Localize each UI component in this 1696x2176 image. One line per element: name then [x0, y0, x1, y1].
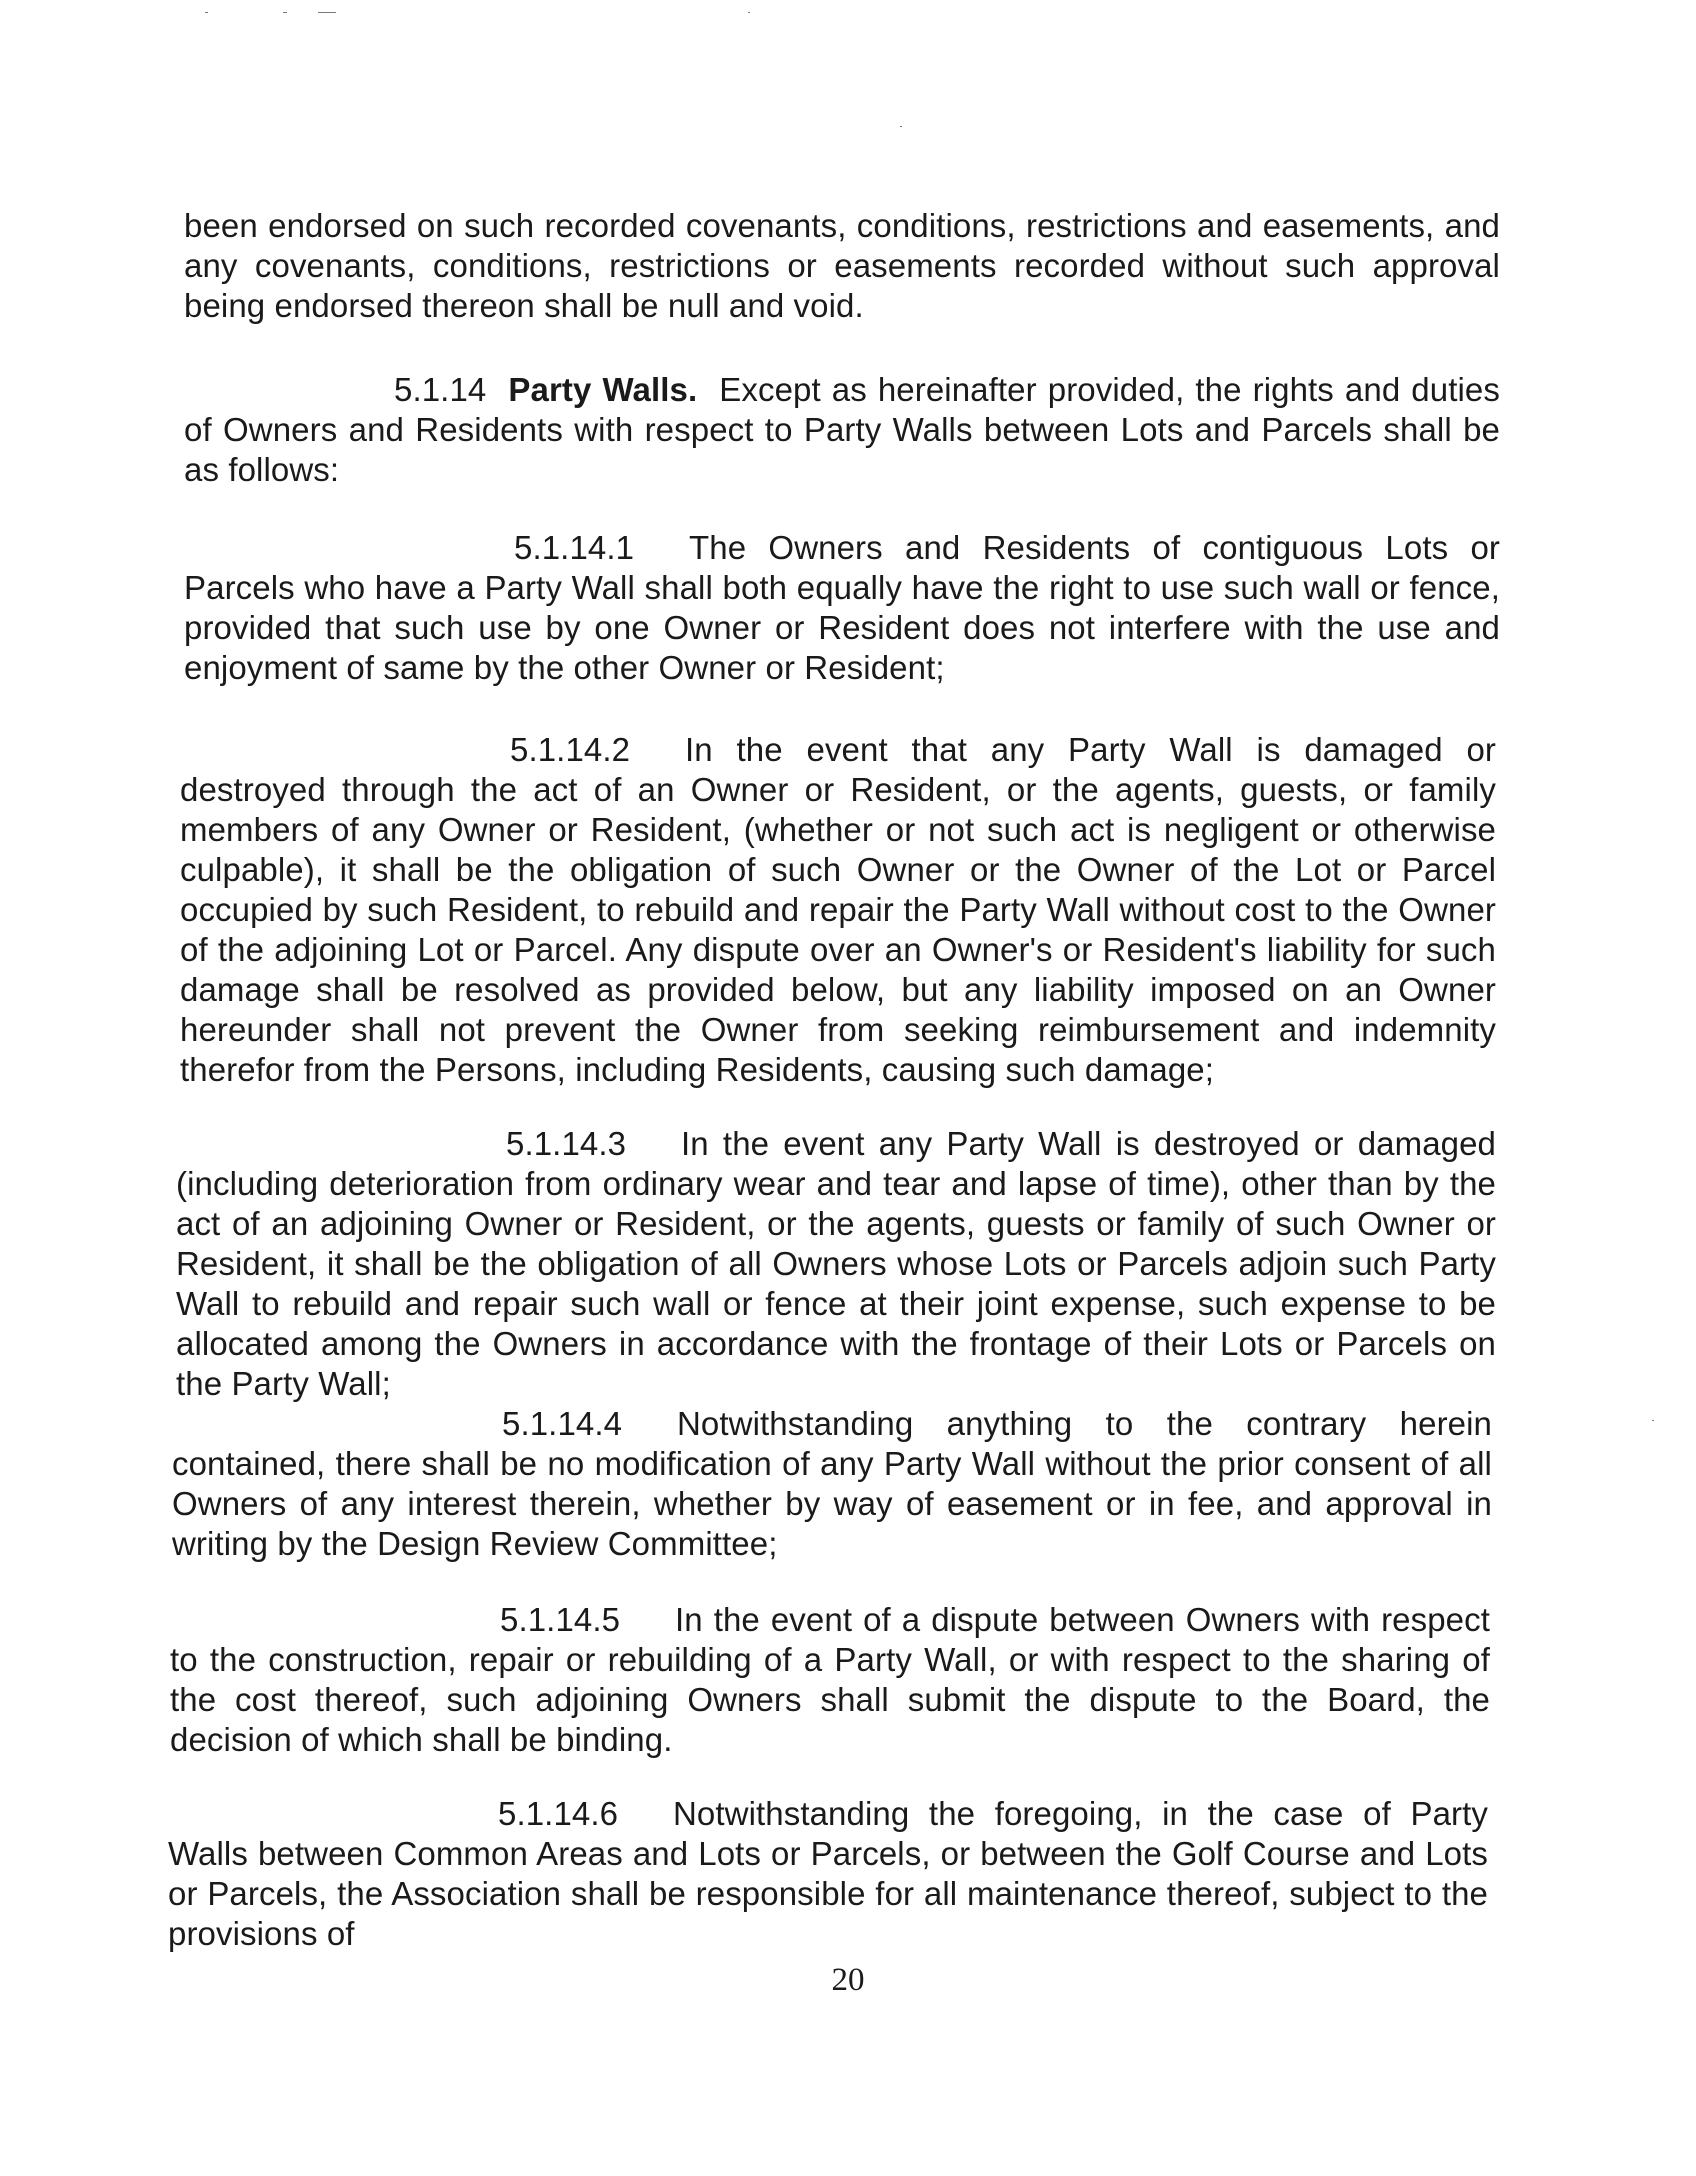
subsection-number: 5.1.14.6: [498, 1795, 619, 1832]
subsection-text: In the event any Party Wall is destroyed or damaged (including deterioration from ordinary wear and tear and lapse of time), other than by the act of an adjoining Owner or Resident, or the agents, guests or family of such Owner or Resident, it shall be the obligation of all Owners whose Lots or Parcels adjoin such Party Wall to rebuild and repair such wall or fence at their joint expense, such expense to be allocated among the Owners in accordance with the frontage of their Lots or Parcels on the Party Wall;: [176, 1125, 1496, 1402]
subsection-number: 5.1.14.3: [506, 1125, 627, 1162]
subsection-text: Notwithstanding anything to the contrary herein contained, there shall be no modification of any Party Wall without the prior consent of all Owners of any interest therein, whether by way of easement or in fee, and approval in writing by the Design Review Committee;: [172, 1405, 1492, 1562]
subsection-text: Notwithstanding the foregoing, in the case of Party Walls between Common Areas and Lots or Parcels, or between the Golf Course and Lots or Parcels, the Association shall be responsible for all maintenance thereof, subject to the provisions of: [168, 1795, 1488, 1952]
subsection-5-1-14-5: [170, 1600, 1490, 1760]
subsection-text: In the event of a dispute between Owners with respect to the construction, repair or rebuilding of a Party Wall, or with respect to the sharing of the cost thereof, such adjoining Owners shall submit the dispute to the Board, the decision of which shall be binding.: [170, 1601, 1490, 1758]
section-number: 5.1.14: [394, 371, 487, 408]
subsection-5-1-14-1: [184, 528, 1500, 688]
subsection-5-1-14-6: [168, 1794, 1488, 1954]
scan-mark: [205, 12, 208, 13]
section-text: Except as hereinafter provided, the rights and duties of Owners and Residents with respect to Party Walls between Lots and Parcels shall be as follows:: [184, 371, 1500, 488]
subsection-5-1-14-3: [176, 1124, 1496, 1404]
scan-mark: [318, 12, 336, 13]
section-heading: Party Walls.: [508, 371, 698, 408]
scan-mark: [1652, 1420, 1654, 1421]
intro-text: been endorsed on such recorded covenants, conditions, restrictions and easements, and any covenants, conditions, restrictions or easements recorded without such approval being endorsed thereon shall be null and void.: [184, 207, 1500, 324]
scan-mark: [900, 126, 902, 127]
subsection-number: 5.1.14.5: [500, 1601, 621, 1638]
subsection-number: 5.1.14.1: [514, 529, 635, 566]
subsection-text: In the event that any Party Wall is damaged or destroyed through the act of an Owner or Resident, or the agents, guests, or family members of any Owner or Resident, (whether or not such act is negligent or otherwise culpable), it shall be the obligation of such Owner or the Owner of the Lot or Parcel occupied by such Resident, to rebuild and repair the Party Wall without cost to the Owner of the adjoining Lot or Parcel. Any dispute over an Owner's or Resident's liability for such damage shall be resolved as provided below, but any liability imposed on an Owner hereunder shall not prevent the Owner from seeking reimbursement and indemnity therefor from the Persons, including Residents, causing such damage;: [180, 731, 1496, 1088]
subsection-number: 5.1.14.2: [510, 731, 631, 768]
section-party-walls: [184, 370, 1500, 490]
subsection-5-1-14-2: [180, 730, 1496, 1090]
subsection-number: 5.1.14.4: [502, 1405, 623, 1442]
intro-paragraph: [184, 206, 1500, 326]
page-number: 20: [831, 1962, 865, 1998]
subsection-5-1-14-4: [172, 1404, 1492, 1564]
scan-mark: [283, 12, 287, 13]
scan-mark: [748, 12, 750, 13]
subsection-text: The Owners and Residents of contiguous Lots or Parcels who have a Party Wall shall both equally have the right to use such wall or fence, provided that such use by one Owner or Resident does not interfere with the use and enjoyment of same by the other Owner or Resident;: [184, 529, 1500, 686]
